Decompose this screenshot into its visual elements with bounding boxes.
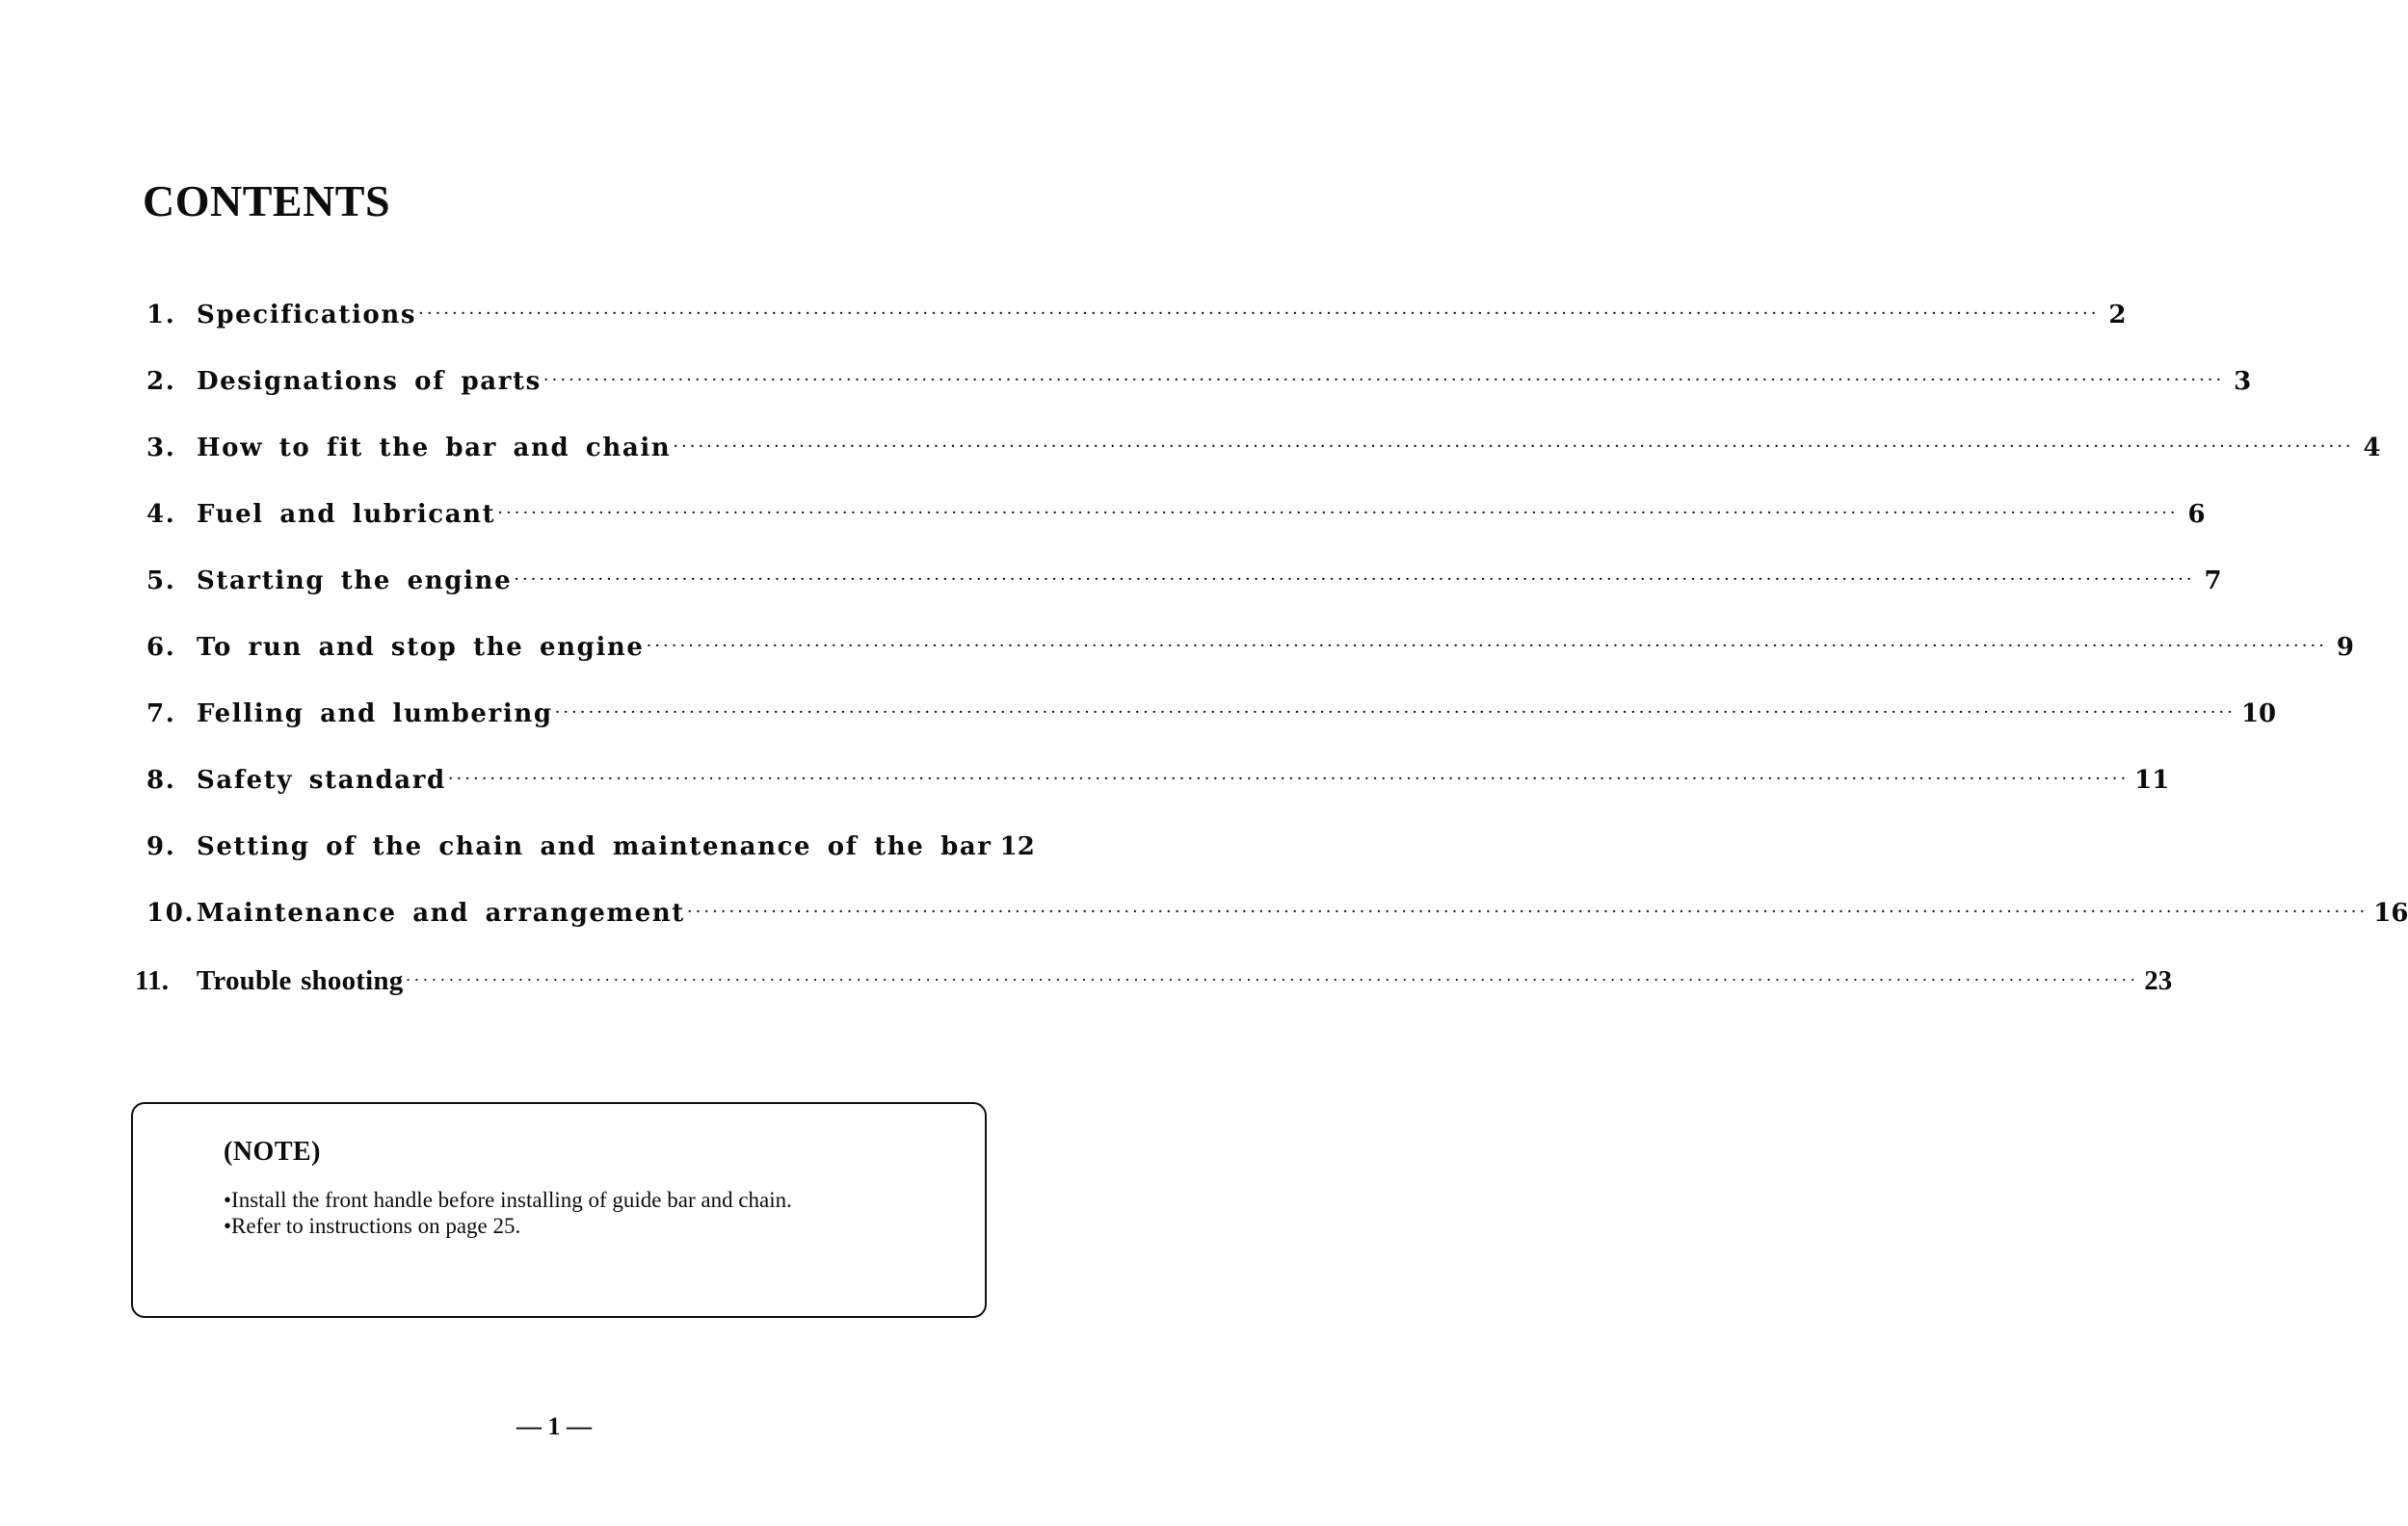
note-heading: (NOTE)	[224, 1137, 321, 1167]
toc-row-starting-engine[interactable]	[135, 566, 2222, 633]
page-number: — 1 —	[516, 1412, 592, 1440]
toc-number: 6.	[146, 633, 176, 662]
toc-title: Safety standard	[197, 766, 446, 795]
dot-leader: ········································································································································································································	[447, 769, 2130, 789]
toc-page-number: 7	[2204, 566, 2222, 595]
note-line: •Refer to instructions on page 25.	[224, 1214, 521, 1238]
toc-title: How to fit the bar and chain	[197, 434, 672, 462]
toc-number: 8.	[146, 766, 176, 795]
toc-row-trouble-shooting[interactable]	[135, 965, 2173, 1032]
toc-number: 5.	[146, 566, 176, 595]
toc-row-designations[interactable]	[135, 367, 2252, 434]
toc-title: Specifications	[197, 301, 417, 329]
toc-row-specifications[interactable]	[135, 301, 2127, 367]
toc-page-number: 6	[2187, 500, 2206, 529]
dot-leader: ········································································································································································································	[686, 902, 2368, 922]
toc-row-felling-lumbering[interactable]	[135, 699, 2277, 766]
note-box	[131, 1102, 987, 1318]
toc-page-number: 23	[2144, 965, 2173, 996]
toc-number: 9.	[146, 832, 176, 861]
toc-title: Designations of parts	[197, 367, 542, 396]
toc-page-number: 9	[2336, 633, 2354, 662]
toc-number: 11.	[135, 965, 170, 996]
toc-title: Felling and lumbering	[197, 699, 553, 728]
dot-leader: ········································································································································································································	[497, 503, 2179, 523]
dot-leader: ········································································································································································································	[514, 569, 2195, 590]
toc-number: 7.	[146, 699, 176, 728]
toc-page-number: 10	[2240, 699, 2277, 728]
page-title: CONTENTS	[143, 176, 391, 225]
toc-title: Maintenance and arrangement	[197, 899, 685, 928]
toc-number: 1.	[146, 301, 176, 329]
toc-page-number: 4	[2363, 434, 2381, 462]
toc-number: 10.	[146, 899, 196, 928]
toc-page-number: 11	[2134, 766, 2170, 795]
toc-number: 2.	[146, 367, 176, 396]
toc-page-number: 3	[2234, 367, 2252, 396]
toc-title: Trouble shooting	[197, 965, 404, 996]
toc-number: 3.	[146, 434, 176, 462]
toc-title: Fuel and lubricant	[197, 500, 496, 529]
dot-leader: ········································································································································································································	[418, 303, 2100, 324]
toc-row-fit-bar-chain[interactable]	[135, 434, 2381, 500]
dot-leader: ········································································································································································································	[542, 370, 2225, 390]
toc-page-number: 16	[2373, 899, 2408, 928]
toc-title: Starting the engine	[197, 566, 513, 595]
note-body	[224, 1187, 792, 1239]
note-line: •Install the front handle before installing of guide bar and chain.	[224, 1188, 792, 1212]
dot-leader: ········································································································································································································	[554, 702, 2236, 723]
toc-number: 4.	[146, 500, 176, 529]
toc-row-fuel-lubricant[interactable]	[135, 500, 2206, 566]
toc-row-safety-standard[interactable]	[135, 766, 2170, 832]
dot-leader: ········································································································································································································	[646, 636, 2327, 656]
toc-page-number: 12	[999, 832, 1035, 861]
toc-title: Setting of the chain and maintenance of the bar	[197, 832, 992, 861]
dot-leader: ········································································································································································································	[673, 436, 2354, 457]
toc-title: To run and stop the engine	[197, 633, 645, 662]
toc-row-maintenance-arrangement[interactable]	[135, 899, 2408, 965]
toc-page-number: 2	[2108, 301, 2127, 329]
table-of-contents	[135, 301, 2408, 1032]
toc-row-run-stop-engine[interactable]	[135, 633, 2354, 699]
dot-leader: ········································································································································································································	[405, 970, 2139, 989]
toc-row-setting-chain[interactable]	[135, 832, 1035, 899]
